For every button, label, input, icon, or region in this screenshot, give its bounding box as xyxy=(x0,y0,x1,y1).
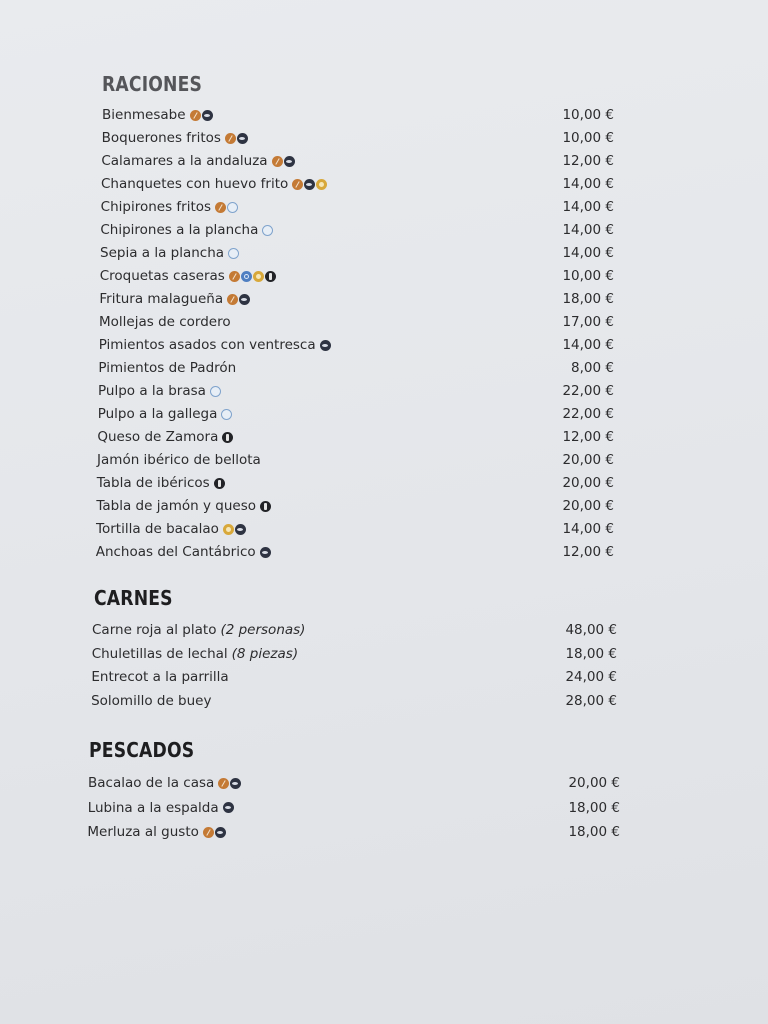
menu-item xyxy=(98,381,614,401)
menu-item-name: Chuletillas de lechal xyxy=(91,645,228,662)
gluten-icon xyxy=(272,156,283,167)
allergen-icons xyxy=(260,547,271,558)
menu-item-price: 18,00 € xyxy=(562,291,614,307)
allergen-icons xyxy=(262,225,273,236)
menu-item-name: Anchoas del Cantábrico xyxy=(95,544,256,560)
menu-item-price: 20,00 € xyxy=(562,498,614,514)
menu-item xyxy=(100,243,614,263)
menu-item xyxy=(97,473,614,493)
fish-icon xyxy=(320,340,331,351)
menu-item xyxy=(99,335,614,355)
menu-item-name: Chanquetes con huevo frito xyxy=(101,176,289,192)
menu-item-name: Pimientos de Padrón xyxy=(98,360,237,376)
menu-item-name: Chipirones a la plancha xyxy=(100,222,259,238)
section-title-pescados: PESCADOS xyxy=(89,738,195,762)
menu-item-price: 10,00 € xyxy=(562,268,614,284)
menu-item-name: Pulpo a la gallega xyxy=(97,406,218,422)
allergen-icons xyxy=(222,432,233,443)
menu-item-name: Bienmesabe xyxy=(102,107,186,123)
allergen-icons xyxy=(320,340,331,351)
menu-item-price: 12,00 € xyxy=(562,429,614,445)
menu-item-name: Chipirones fritos xyxy=(100,199,212,215)
menu-item xyxy=(87,822,620,842)
menu-item-name: Boquerones fritos xyxy=(101,130,221,146)
menu-item-name: Pimientos asados con ventresca xyxy=(98,337,316,353)
allergen-icons xyxy=(223,802,234,813)
menu-item-price: 20,00 € xyxy=(562,475,614,491)
allergen-icons xyxy=(218,778,241,789)
menu-item xyxy=(91,691,617,711)
menu-item-price: 20,00 € xyxy=(562,452,614,468)
menu-item xyxy=(88,798,620,818)
menu-item xyxy=(98,358,614,378)
fish-icon xyxy=(239,294,250,305)
section-title-carnes: CARNES xyxy=(94,586,173,610)
egg-icon xyxy=(223,524,234,535)
milk-icon xyxy=(265,271,276,282)
menu-item-name: Mollejas de cordero xyxy=(99,314,231,330)
menu-item-price: 24,00 € xyxy=(565,669,617,685)
gluten-icon xyxy=(229,271,240,282)
allergen-icons xyxy=(225,133,248,144)
gluten-icon xyxy=(227,294,238,305)
menu-item xyxy=(99,289,614,309)
fish-icon xyxy=(230,778,241,789)
menu-item xyxy=(102,128,614,148)
menu-item xyxy=(96,519,614,539)
gluten-icon xyxy=(225,133,236,144)
menu-item-name: Pulpo a la brasa xyxy=(98,383,206,399)
egg-icon xyxy=(253,271,264,282)
menu-item-note: (2 personas) xyxy=(220,622,306,638)
menu-item-name: Fritura malagueña xyxy=(99,291,224,307)
menu-item xyxy=(96,542,614,562)
mollusc-icon xyxy=(210,386,221,397)
menu-item-price: 14,00 € xyxy=(562,521,614,537)
egg-icon xyxy=(316,179,327,190)
allergen-icons xyxy=(229,271,276,282)
fish-icon xyxy=(237,133,248,144)
allergen-icons xyxy=(221,409,232,420)
menu-item-price: 22,00 € xyxy=(562,406,614,422)
fish-icon xyxy=(215,827,226,838)
menu-item xyxy=(92,620,617,640)
menu-item-price: 12,00 € xyxy=(562,153,614,169)
menu-item xyxy=(97,450,614,470)
menu-item-price: 14,00 € xyxy=(562,222,614,238)
mollusc-icon xyxy=(221,409,232,420)
menu-item-name: Calamares a la andaluza xyxy=(101,153,268,169)
menu-item-name: Queso de Zamora xyxy=(97,429,219,445)
milk-icon xyxy=(214,478,225,489)
menu-item-name: Solomillo de buey xyxy=(91,692,212,709)
fish-icon xyxy=(235,524,246,535)
allergen-icons xyxy=(260,501,271,512)
menu-item-price: 14,00 € xyxy=(562,176,614,192)
menu-item-price: 8,00 € xyxy=(571,360,614,376)
allergen-icons xyxy=(227,294,250,305)
allergen-icons xyxy=(203,827,226,838)
menu-item-name: Tabla de ibéricos xyxy=(96,475,210,491)
menu-item-price: 28,00 € xyxy=(565,692,617,709)
allergen-icons xyxy=(228,248,239,259)
menu-item-name: Sepia a la plancha xyxy=(100,245,225,261)
menu-item-price: 18,00 € xyxy=(568,799,620,816)
fish-icon xyxy=(284,156,295,167)
section-title-raciones: RACIONES xyxy=(102,72,203,96)
menu-item-price: 12,00 € xyxy=(562,544,614,560)
allergen-icons xyxy=(214,478,225,489)
milk-icon xyxy=(222,432,233,443)
allergen-icons xyxy=(292,179,327,190)
menu-item-price: 48,00 € xyxy=(565,622,617,638)
menu-item-price: 14,00 € xyxy=(562,337,614,353)
menu-item xyxy=(96,496,614,516)
menu-item-name: Jamón ibérico de bellota xyxy=(97,452,261,468)
menu-item xyxy=(102,105,614,125)
allergen-icons xyxy=(223,524,246,535)
menu-item-price: 18,00 € xyxy=(568,824,620,840)
fish-icon xyxy=(260,547,271,558)
menu-item-note: (8 piezas) xyxy=(231,645,299,662)
menu-item xyxy=(101,197,614,217)
gluten-icon xyxy=(218,778,229,789)
menu-item xyxy=(101,151,614,171)
menu-item-name: Croquetas caseras xyxy=(99,268,225,284)
menu-item-price: 10,00 € xyxy=(562,130,614,146)
allergen-icons xyxy=(190,110,213,121)
menu-item-name: Merluza al gusto xyxy=(87,824,199,840)
menu-item-name: Lubina a la espalda xyxy=(87,799,219,816)
menu-item-name: Tortilla de bacalao xyxy=(96,521,219,537)
allergen-icons xyxy=(272,156,295,167)
menu-item xyxy=(88,773,620,793)
menu-item xyxy=(98,404,614,424)
menu-item-price: 18,00 € xyxy=(565,645,617,662)
menu-item-name: Carne roja al plato xyxy=(92,622,217,638)
menu-item xyxy=(101,174,614,194)
menu-item-name: Entrecot a la parrilla xyxy=(91,669,229,685)
allergen-icons xyxy=(215,202,238,213)
gluten-icon xyxy=(292,179,303,190)
menu-item-name: Tabla de jamón y queso xyxy=(96,498,256,514)
milk-icon xyxy=(260,501,271,512)
menu-item-name: Bacalao de la casa xyxy=(88,775,215,791)
gluten-icon xyxy=(203,827,214,838)
mollusc-icon xyxy=(262,225,273,236)
gluten-icon xyxy=(215,202,226,213)
menu-item xyxy=(100,266,614,286)
menu-item-price: 14,00 € xyxy=(562,199,614,215)
menu-item xyxy=(92,644,617,664)
menu-item xyxy=(97,427,614,447)
fish-icon xyxy=(202,110,213,121)
crustacean-icon xyxy=(241,271,252,282)
menu-item-price: 20,00 € xyxy=(568,775,620,791)
mollusc-icon xyxy=(227,202,238,213)
menu-item-price: 22,00 € xyxy=(562,383,614,399)
menu-item-price: 10,00 € xyxy=(562,107,614,123)
gluten-icon xyxy=(190,110,201,121)
fish-icon xyxy=(304,179,315,190)
menu-item xyxy=(99,312,614,332)
fish-icon xyxy=(223,802,234,813)
menu-item xyxy=(100,220,614,240)
allergen-icons xyxy=(210,386,221,397)
menu-item-price: 14,00 € xyxy=(562,245,614,261)
mollusc-icon xyxy=(228,248,239,259)
menu-item xyxy=(91,667,617,687)
menu-item-price: 17,00 € xyxy=(562,314,614,330)
